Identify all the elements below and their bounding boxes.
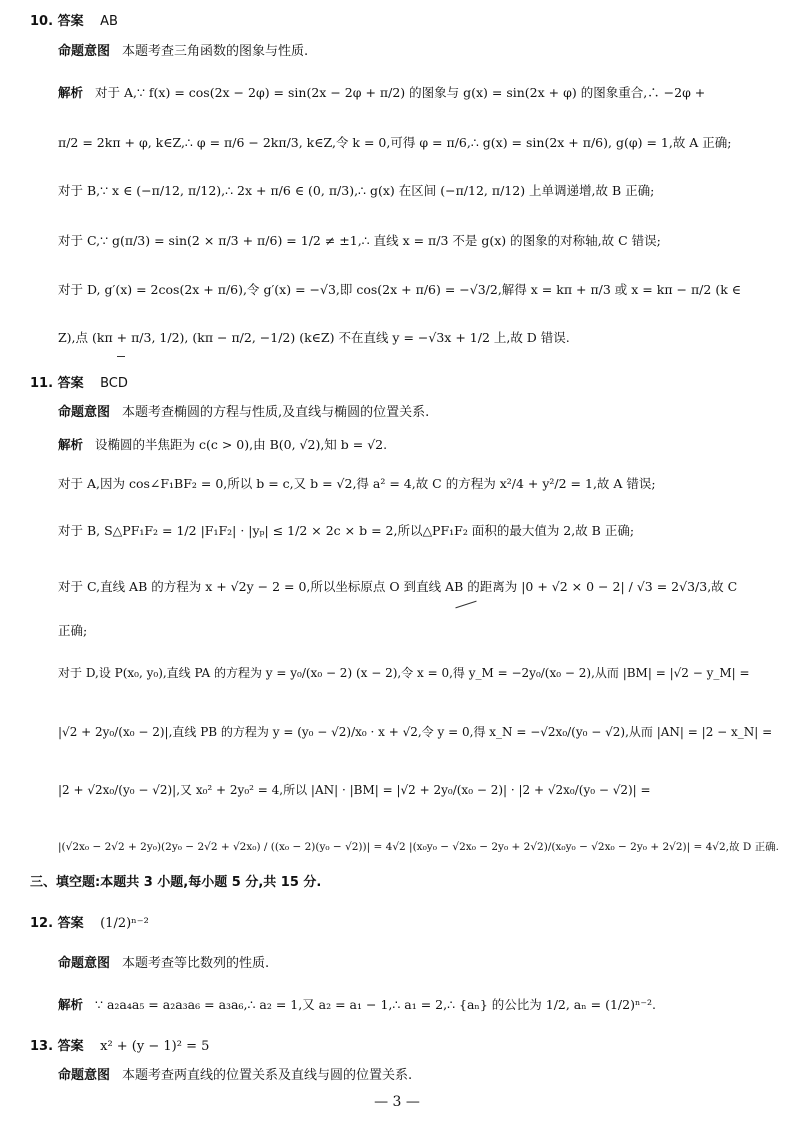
q10-answer: AB: [100, 14, 118, 29]
q12-answer: (1/2)ⁿ⁻²: [100, 916, 149, 931]
intent-label: 命题意图: [58, 1068, 111, 1083]
intent-text: 本题考查等比数列的性质.: [122, 956, 270, 971]
section-heading: 三、填空题:本题共 3 小题,每小题 5 分,共 15 分.: [30, 875, 322, 890]
q10-analysis-line-5: 对于 D, g′(x) = 2cos(2x + π/6),令 g′(x) = −√3,即 cos(2x + π/6) = −√3/2,解得 x = kπ + π/3 或 x = kπ − π/2 (k ∈: [58, 282, 741, 297]
q12-number: 12.: [30, 916, 54, 931]
q11-analysis-line-6: 对于 D,设 P(x₀, y₀),直线 PA 的方程为 y = y₀/(x₀ − 2) (x − 2),令 x = 0,得 y_M = −2y₀/(x₀ − 2),从而 |BM| = |√2 − y_M| =: [58, 666, 750, 680]
q11-analysis-line-4: 对于 C,直线 AB 的方程为 x + √2y − 2 = 0,所以坐标原点 O 到直线 AB 的距离为 |0 + √2 × 0 − 2| / √3 = 2√3/3,故 C: [58, 579, 738, 594]
intent-label: 命题意图: [58, 405, 111, 420]
q12-analysis: [58, 996, 656, 1014]
q11-intent: [58, 404, 429, 422]
q11-analysis-line-3: 对于 B, S△PF₁F₂ = 1/2 |F₁F₂| · |yₚ| ≤ 1/2 × 2c × b = 2,所以△PF₁F₂ 面积的最大值为 2,故 B 正确;: [58, 523, 635, 538]
q10-number: 10.: [30, 14, 54, 29]
q11-analysis-line-2: 对于 A,因为 cos∠F₁BF₂ = 0,所以 b = c,又 b = √2,得 a² = 4,故 C 的方程为 x²/4 + y²/2 = 1,故 A 错误;: [58, 476, 656, 491]
q10-analysis-line-4: 对于 C,∵ g(π/3) = sin(2 × π/3 + π/6) = 1/2 ≠ ±1,∴ 直线 x = π/3 不是 g(x) 的图象的对称轴,故 C 错误;: [58, 233, 661, 248]
pen-mark: [117, 356, 125, 357]
q10-analysis-line-6: Z),点 (kπ + π/3, 1/2), (kπ − π/2, −1/2) (k∈Z) 不在直线 y = −√3x + 1/2 上,故 D 错误.: [58, 330, 570, 345]
q13-answer: x² + (y − 1)² = 5: [100, 1039, 210, 1054]
q10-header: [30, 10, 118, 29]
analysis-label: 解析: [58, 997, 84, 1012]
q11-header: [30, 372, 128, 391]
analysis-text: 设椭圆的半焦距为 c(c > 0),由 B(0, √2),知 b = √2.: [95, 437, 388, 452]
q12-answer-label: 答案: [57, 916, 84, 931]
q11-analysis-line-7: |√2 + 2y₀/(x₀ − 2)|,直线 PB 的方程为 y = (y₀ − √2)/x₀ · x + √2,令 y = 0,得 x_N = −√2x₀/(y₀ − √2),从而 |AN| = |2 − x_N| =: [58, 725, 773, 739]
page-number: — 3 —: [374, 1094, 420, 1110]
pen-mark: [455, 601, 476, 609]
q10-analysis-line-2: π/2 = 2kπ + φ, k∈Z,∴ φ = π/6 − 2kπ/3, k∈Z,令 k = 0,可得 φ = π/6,∴ g(x) = sin(2x + π/6), g(φ) = 1,故 A 正确;: [58, 135, 732, 150]
q11-number: 11.: [30, 376, 54, 391]
q13-intent: [58, 1067, 412, 1085]
q11-analysis-line-8: |2 + √2x₀/(y₀ − √2)|,又 x₀² + 2y₀² = 4,所以 |AN| · |BM| = |√2 + 2y₀/(x₀ − 2)| · |2 + √2x₀/(y₀ − √2)| =: [58, 783, 651, 797]
analysis-label: 解析: [58, 437, 84, 452]
analysis-text: ∵ a₂a₄a₅ = a₂a₃a₆ = a₃a₆,∴ a₂ = 1,又 a₂ = a₁ − 1,∴ a₁ = 2,∴ {aₙ} 的公比为 1/2, aₙ = (1/2)ⁿ⁻².: [95, 997, 656, 1012]
q11-analysis-line-5: 正确;: [58, 623, 88, 638]
q12-header: [30, 912, 149, 931]
intent-text: 本题考查椭圆的方程与性质,及直线与椭圆的位置关系.: [122, 405, 430, 420]
q10-answer-label: 答案: [57, 14, 84, 29]
q13-number: 13.: [30, 1039, 54, 1054]
q11-analysis-line-1: [58, 436, 387, 454]
q13-header: [30, 1035, 209, 1054]
q10-analysis-line-1: [58, 84, 705, 102]
q10-intent: [58, 43, 308, 61]
analysis-text: 对于 A,∵ f(x) = cos(2x − 2φ) = sin(2x − 2φ + π/2) 的图象与 g(x) = sin(2x + φ) 的图象重合,∴ −2φ +: [95, 85, 706, 100]
intent-label: 命题意图: [58, 956, 111, 971]
q13-answer-label: 答案: [57, 1039, 84, 1054]
q10-analysis-line-3: 对于 B,∵ x ∈ (−π/12, π/12),∴ 2x + π/6 ∈ (0, π/3),∴ g(x) 在区间 (−π/12, π/12) 上单调递增,故 B 正确;: [58, 183, 655, 198]
intent-text: 本题考查两直线的位置关系及直线与圆的位置关系.: [122, 1068, 413, 1083]
q11-answer: BCD: [100, 376, 128, 391]
intent-label: 命题意图: [58, 44, 111, 59]
analysis-label: 解析: [58, 85, 84, 100]
q11-analysis-line-9: |(√2x₀ − 2√2 + 2y₀)(2y₀ − 2√2 + √2x₀) / ((x₀ − 2)(y₀ − √2))| = 4√2 |(x₀y₀ − √2x₀ − 2y₀ + 2√2)/(x₀y₀ − √2x₀ − 2y₀ + 2√2)| = 4√2,故 D 正确.: [58, 841, 779, 853]
q12-intent: [58, 955, 269, 973]
intent-text: 本题考查三角函数的图象与性质.: [122, 44, 309, 59]
q11-answer-label: 答案: [57, 376, 84, 391]
